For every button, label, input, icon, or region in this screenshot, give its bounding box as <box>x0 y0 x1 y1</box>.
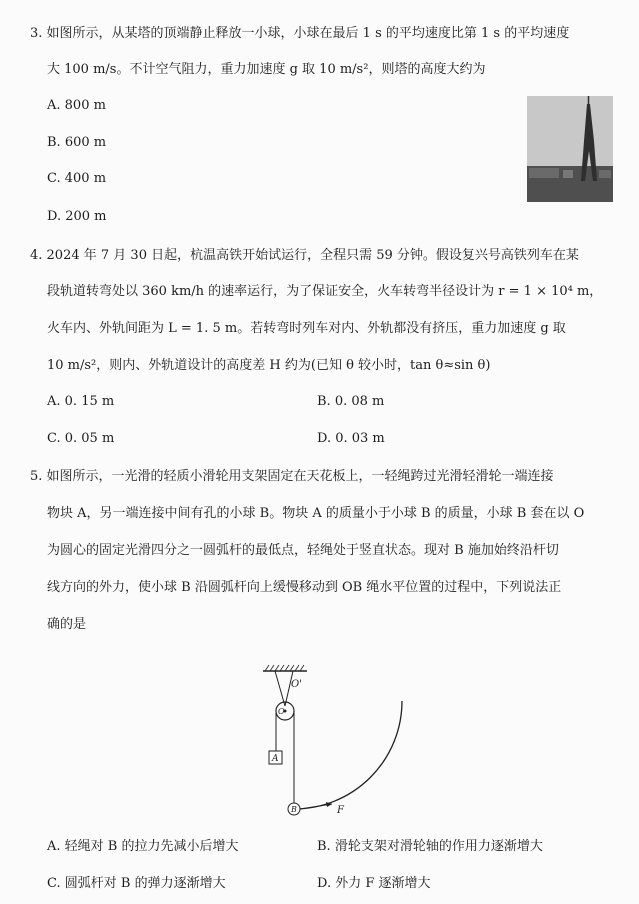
q4-stem-line1: 4. 2024 年 7 月 30 日起，杭温高铁开始试运行，全程只需 59 分钟。假设复兴号高铁列车在某 <box>30 248 579 263</box>
q5-option-c: C. 圆弧杆对 B 的弹力逐渐增大 <box>47 876 226 891</box>
q4-option-d: D. 0. 03 m <box>317 431 385 446</box>
q5-stem-line1: 5. 如图所示，一光滑的轻质小滑轮用支架固定在天花板上，一轻绳跨过光滑轻滑轮一端连接 <box>30 469 554 484</box>
q3-option-b: B. 600 m <box>47 135 107 150</box>
q5-stem-line4: 线方向的外力，使小球 B 沿圆弧杆向上缓慢移动到 OB 绳水平位置的过程中，下列说法正 <box>47 580 562 595</box>
q3-option-c: C. 400 m <box>47 171 107 186</box>
q5-stem-line3: 为圆心的固定光滑四分之一圆弧杆的最低点，轻绳处于竖直状态。现对 B 施加始终沿杆切 <box>47 543 559 558</box>
q5-stem-line5: 确的是 <box>47 617 87 632</box>
q4-option-b: B. 0. 08 m <box>317 394 385 409</box>
label-f: F <box>337 805 344 816</box>
q4-option-c: C. 0. 05 m <box>47 431 115 446</box>
q4-stem-line2: 段轨道转弯处以 360 km/h 的速率运行，为了保证安全，火车转弯半径设计为 r = 1 × 10⁴ m， <box>47 284 603 299</box>
q3-option-a: A. 800 m <box>47 98 106 113</box>
q3-option-d: D. 200 m <box>47 209 107 224</box>
q5-option-b: B. 滑轮支架对滑轮轴的作用力逐渐增大 <box>317 839 543 854</box>
pulley-arc-diagram <box>245 663 415 823</box>
tower-photo <box>527 96 613 202</box>
label-o: O <box>278 707 285 716</box>
q4-option-a: A. 0. 15 m <box>47 394 115 409</box>
label-o-prime: O' <box>291 679 302 690</box>
q5-option-a: A. 轻绳对 B 的拉力先减小后增大 <box>47 839 239 854</box>
q5-stem-line2: 物块 A，另一端连接中间有孔的小球 B。物块 A 的质量小于小球 B 的质量，小球 B 套在以 O <box>47 506 585 521</box>
q5-option-d: D. 外力 F 逐渐增大 <box>317 876 431 891</box>
q4-stem-line3: 火车内、外轨间距为 L = 1. 5 m。若转弯时列车对内、外轨都没有挤压，重力加速度 g 取 <box>47 321 566 336</box>
q3-stem-line2: 大 100 m/s。不计空气阻力，重力加速度 g 取 10 m/s²，则塔的高度大约为 <box>47 62 486 77</box>
label-b: B <box>291 805 297 814</box>
label-a: A <box>272 754 279 764</box>
q4-stem-line4: 10 m/s²，则内、外轨道设计的高度差 H 约为(已知 θ 较小时，tan θ≈sin θ) <box>47 358 491 373</box>
q3-stem-line1: 3. 如图所示，从某塔的顶端静止释放一小球，小球在最后 1 s 的平均速度比第 1 s 的平均速度 <box>30 26 570 41</box>
